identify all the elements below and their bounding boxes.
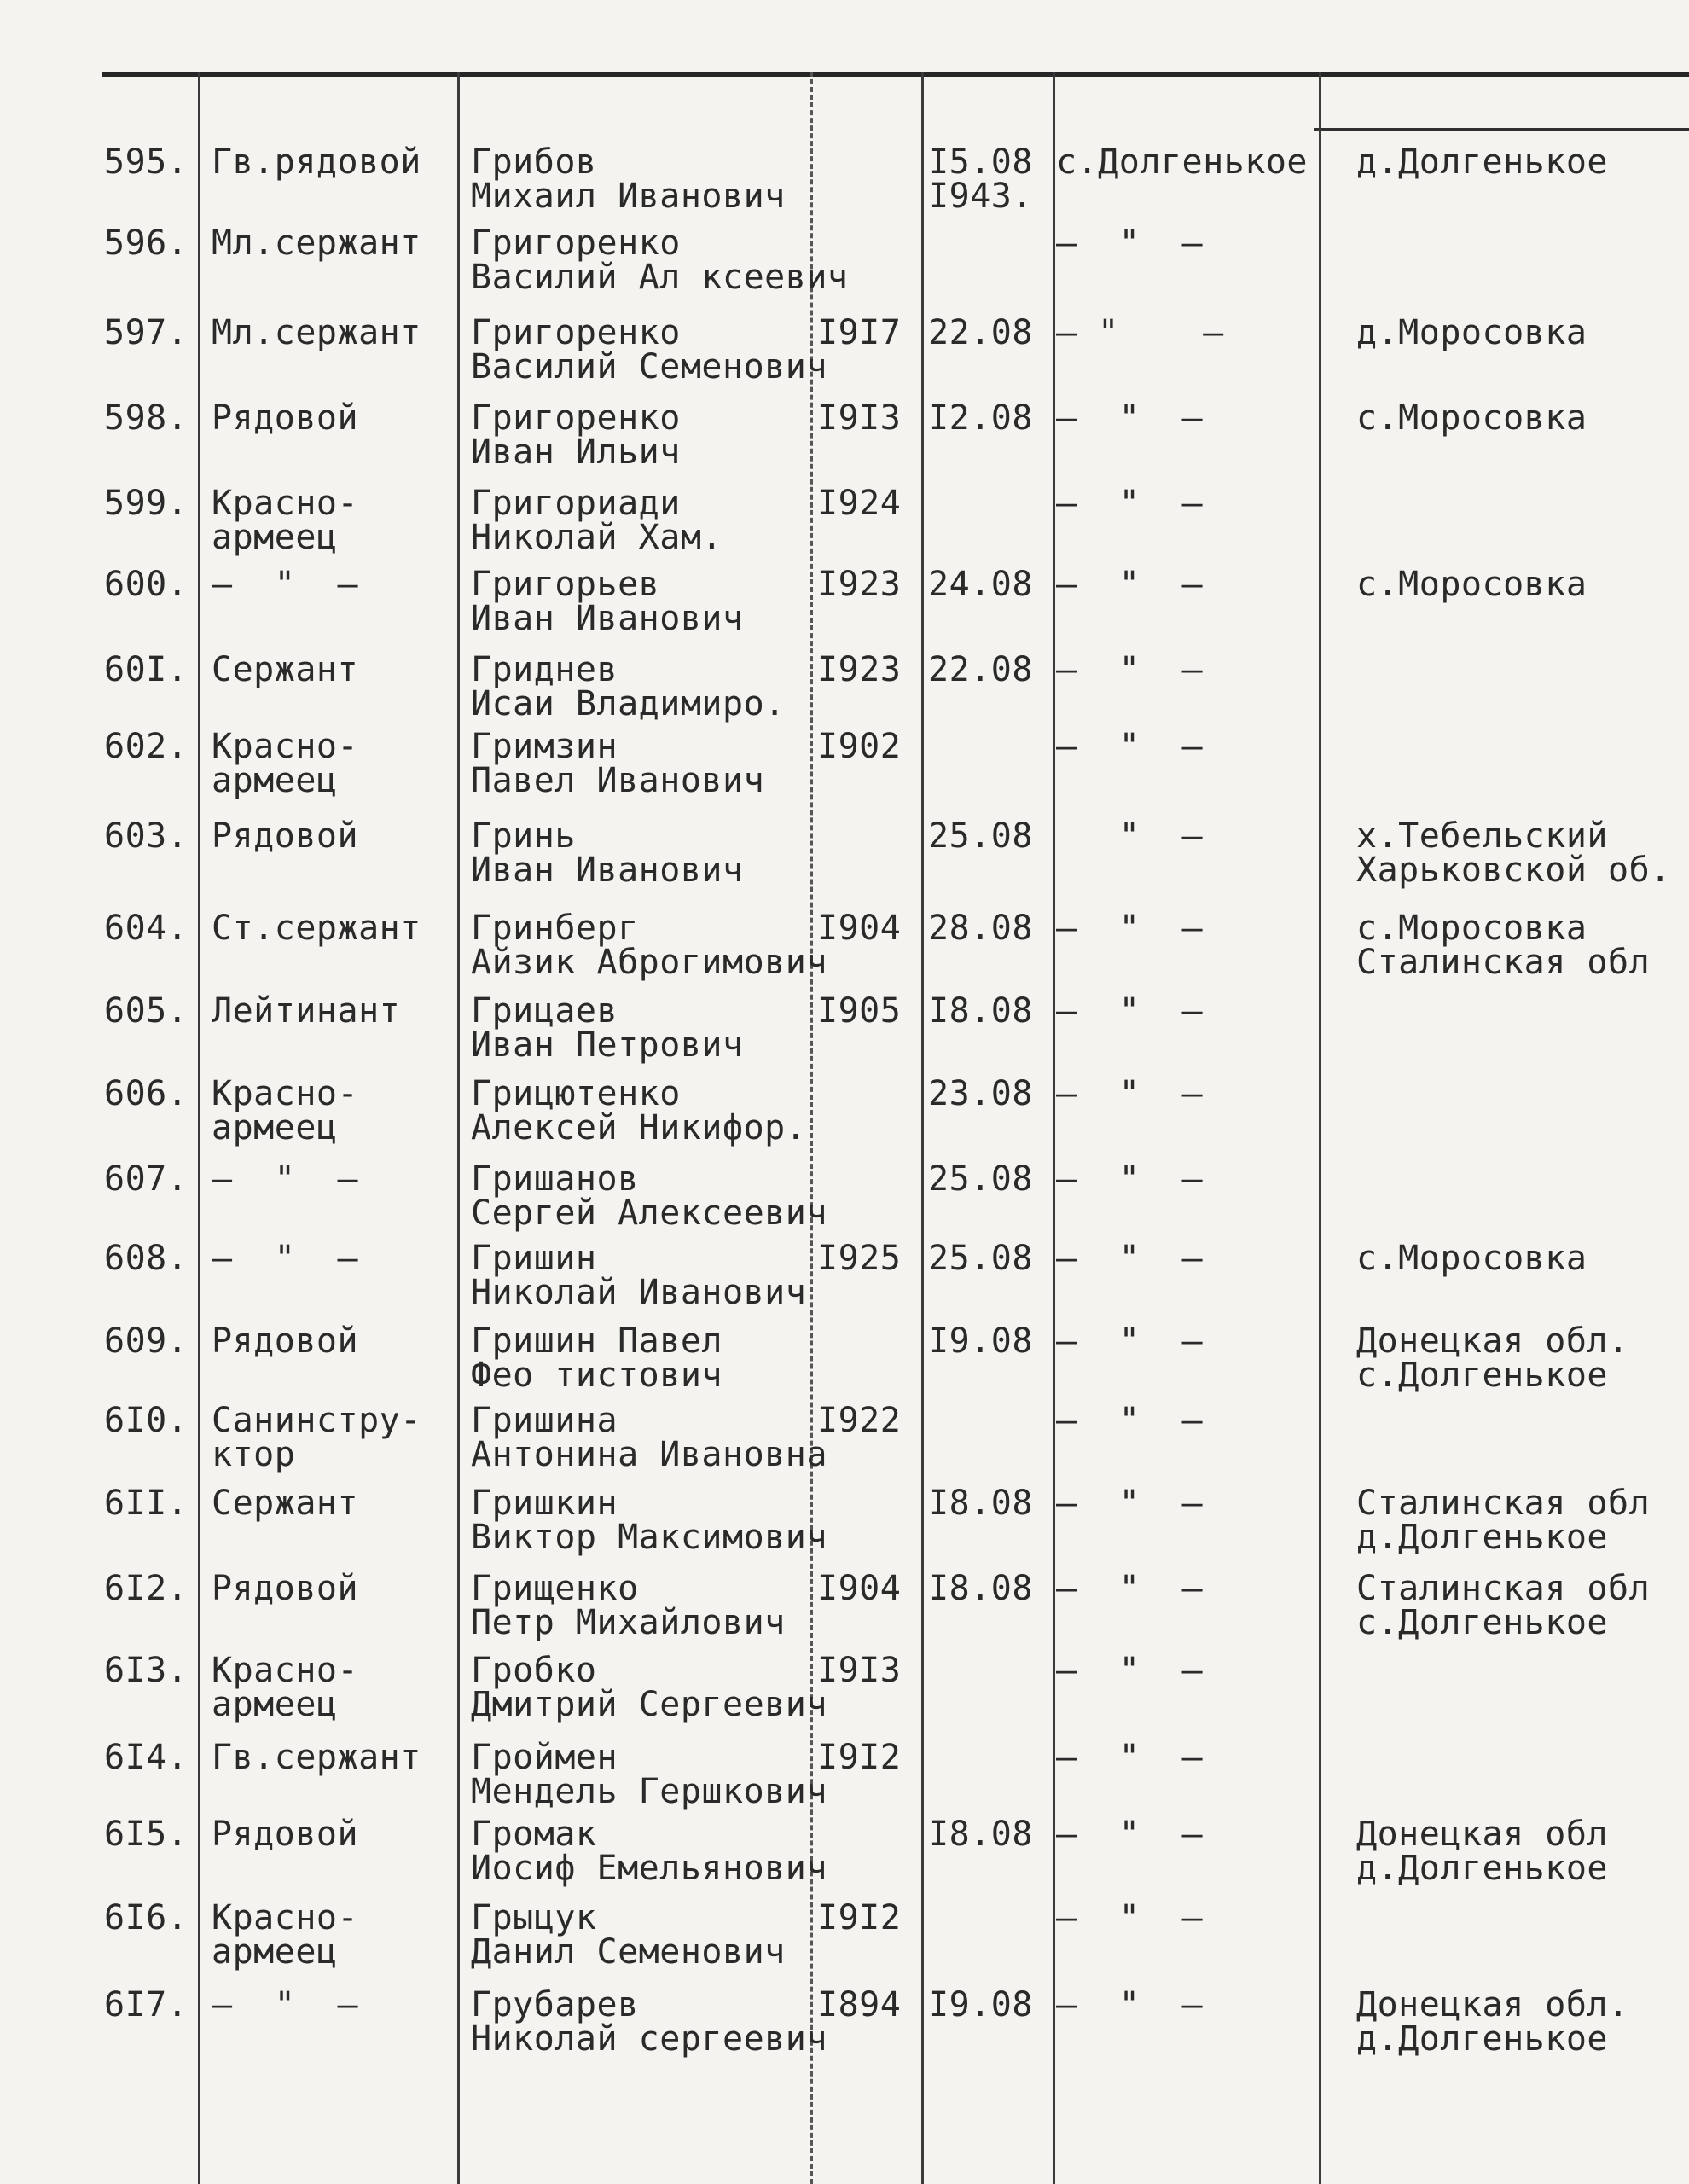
place-cell: – " – [1056, 1815, 1204, 1854]
name-cell-line: Григориади [471, 484, 681, 523]
name-cell-line: Петр Михайлович [471, 1603, 786, 1642]
name-cell-line: Григорьев [471, 565, 660, 604]
place-cell: – " – [1056, 1738, 1204, 1777]
table-row [0, 1241, 1689, 1320]
name-cell-line: Гришина [471, 1401, 618, 1440]
death-date-cell [928, 142, 1033, 216]
table-row [0, 1817, 1689, 1896]
rank-cell [212, 1738, 421, 1777]
place-cell: – " – [1056, 1321, 1204, 1361]
birth-year-cell: I905 [817, 991, 902, 1031]
rank-cell-line: Рядовой [212, 816, 359, 856]
row-number: 60I. [104, 650, 189, 689]
rank-cell-line: Санинстру- [212, 1401, 421, 1440]
name-cell [471, 729, 764, 798]
rank-cell-line: Гв.сержант [212, 1738, 421, 1777]
burial-place-cell-line: с.Моросовка [1356, 398, 1587, 438]
rank-cell [212, 650, 359, 689]
rank-cell-line: Красно- [212, 484, 359, 523]
rank-cell-line: ктор [212, 1435, 296, 1474]
death-date-cell-line: 24.08 [928, 565, 1033, 604]
rank-cell-line: Красно- [212, 1074, 359, 1113]
table-row [0, 1486, 1689, 1565]
name-cell [471, 909, 827, 982]
birth-year-cell: I9I7 [817, 313, 902, 352]
death-date-cell-line: 22.08 [928, 313, 1033, 352]
name-cell [471, 142, 786, 216]
name-cell-line: Грицаев [471, 991, 618, 1031]
birth-year-cell: I923 [817, 565, 902, 604]
name-cell-line: Григоренко [471, 313, 681, 352]
place-cell: – " – [1056, 1484, 1204, 1523]
name-cell-line: Григоренко [471, 224, 681, 263]
row-number: 6I6. [104, 1898, 189, 1937]
name-cell [471, 224, 849, 297]
name-cell-line: Гришанов [471, 1159, 639, 1199]
rank-cell-line: армеец [212, 1932, 338, 1972]
name-cell-line: Алексей Никифор. [471, 1108, 807, 1147]
place-cell: – " – [1056, 565, 1204, 604]
rank-cell-line: Рядовой [212, 1321, 359, 1361]
death-date-cell-line: I8.08 [928, 991, 1033, 1031]
place-cell: – " – [1056, 1651, 1204, 1690]
name-cell-line: Иван Петрович [471, 1025, 744, 1065]
rank-cell [212, 224, 421, 263]
place-cell: – " – [1056, 1569, 1204, 1608]
birth-year-cell: I922 [817, 1401, 902, 1440]
rank-cell-line: Красно- [212, 1898, 359, 1937]
table-row [0, 1403, 1689, 1482]
rank-cell [212, 313, 421, 352]
place-cell: – " – [1056, 484, 1204, 523]
rank-cell-line: Гв.рядовой [212, 142, 421, 182]
row-number: 603. [104, 816, 189, 856]
name-cell-line: Антонина Ивановна [471, 1435, 827, 1474]
name-cell-line: Громак [471, 1815, 597, 1854]
death-date-cell-line: I8.08 [928, 1815, 1033, 1854]
place-cell: – " – [1056, 650, 1204, 689]
death-date-cell [928, 1571, 1033, 1606]
burial-place-cell-line: Донецкая обл. [1356, 1321, 1629, 1361]
table-row [0, 1074, 1689, 1155]
table-row [0, 1740, 1689, 1819]
rank-cell-line: – " – [212, 1159, 359, 1199]
burial-place-cell-line: д.Долгенькое [1356, 142, 1608, 182]
burial-place-cell [1356, 1484, 1651, 1557]
rank-cell [212, 142, 421, 182]
name-cell-line: Гринберг [471, 909, 639, 948]
death-date-cell [928, 1815, 1033, 1854]
name-cell-line: Гришин [471, 1239, 597, 1278]
table-row [0, 486, 1689, 565]
death-date-cell [928, 1074, 1033, 1113]
name-cell-line: Иосиф Емельянович [471, 1849, 827, 1888]
name-cell-line: Виктор Максимович [471, 1518, 827, 1557]
burial-place-cell [1356, 1239, 1587, 1278]
table-row [0, 398, 1689, 479]
rank-cell-line: Рядовой [212, 1815, 359, 1854]
header-rule [102, 72, 1689, 77]
rank-cell [212, 565, 359, 604]
death-date-cell [928, 565, 1033, 604]
rank-cell [212, 1321, 359, 1361]
name-cell [471, 1159, 827, 1233]
row-number: 609. [104, 1321, 189, 1361]
burial-place-cell-line: с.Долгенькое [1356, 1356, 1608, 1395]
burial-place-cell-line: Донецкая обл. [1356, 1985, 1629, 2024]
death-date-cell-line: 22.08 [928, 650, 1033, 689]
name-cell-line: Василий Семенович [471, 347, 827, 386]
row-number: 600. [104, 565, 189, 604]
rank-cell-line: армеец [212, 1685, 338, 1724]
birth-year-cell: I924 [817, 484, 902, 523]
death-date-cell [928, 313, 1033, 352]
name-cell-line: Гримзин [471, 727, 618, 766]
place-cell: – " – [1056, 1985, 1204, 2024]
name-cell [471, 1241, 806, 1310]
name-cell-line: Гринь [471, 816, 576, 856]
rank-cell [212, 816, 359, 856]
table-row [0, 226, 1689, 305]
table-row [0, 1898, 1689, 1979]
burial-place-cell-line: с.Моросовка [1356, 565, 1587, 604]
table-row [0, 911, 1689, 990]
row-number: 595. [104, 142, 189, 182]
burial-place-cell-line: д.Долгенькое [1356, 2019, 1608, 2059]
table-row [0, 729, 1689, 808]
name-cell-line: Гробко [471, 1651, 597, 1690]
name-cell [471, 1074, 807, 1147]
name-cell-line: Иван Иванович [471, 599, 744, 638]
birth-year-cell: I9I2 [817, 1738, 902, 1777]
burial-place-cell [1356, 1815, 1608, 1888]
name-cell [471, 1985, 827, 2059]
rank-cell [212, 729, 358, 798]
name-cell-line: Грыцук [471, 1898, 597, 1937]
burial-place-cell-line: д.Долгенькое [1356, 1849, 1608, 1888]
death-date-cell-line: I943. [928, 177, 1033, 216]
rank-cell [212, 1653, 358, 1722]
rank-cell-line: армеец [212, 1108, 338, 1147]
table-row [0, 1653, 1689, 1732]
rank-cell-line: – " – [212, 1239, 359, 1278]
table-row [0, 567, 1689, 646]
rank-cell [212, 1403, 421, 1472]
rank-cell [212, 1239, 359, 1278]
death-date-cell-line: I9.08 [928, 1985, 1033, 2024]
name-cell-line: Грубарев [471, 1985, 639, 2024]
row-number: 608. [104, 1239, 189, 1278]
death-date-cell [928, 909, 1033, 948]
name-cell [471, 650, 786, 723]
row-number: 6I0. [104, 1401, 189, 1440]
death-date-cell-line: 23.08 [928, 1074, 1033, 1113]
table-row [0, 816, 1689, 897]
name-cell [471, 1403, 827, 1472]
name-cell [471, 816, 744, 890]
name-cell [471, 567, 744, 636]
place-cell: – " – [1056, 1239, 1204, 1278]
name-cell-line: Мендель Гершкович [471, 1772, 827, 1811]
rank-cell-line: армеец [212, 518, 338, 557]
place-cell: – " – [1056, 727, 1204, 766]
death-date-cell-line: 25.08 [928, 1159, 1033, 1199]
table-row [0, 1571, 1689, 1650]
row-number: 6I4. [104, 1738, 189, 1777]
name-cell [471, 1321, 723, 1395]
death-date-cell-line: I8.08 [928, 1484, 1033, 1523]
name-cell-line: Павел Иванович [471, 761, 765, 800]
name-cell-line: Василий Ал ксеевич [471, 258, 849, 297]
rank-cell-line: Мл.сержант [212, 224, 421, 263]
death-date-cell [928, 398, 1033, 438]
row-number: 604. [104, 909, 189, 948]
place-cell: – " – [1056, 224, 1204, 263]
header-rule-right [1314, 128, 1689, 131]
name-cell [471, 1484, 827, 1557]
name-cell-line: Николай сергеевич [471, 2019, 827, 2059]
burial-place-cell [1356, 1321, 1629, 1395]
rank-cell-line: Рядовой [212, 1569, 359, 1608]
name-cell-line: Иван Иванович [471, 851, 744, 890]
name-cell-line: Грицютенко [471, 1074, 681, 1113]
burial-place-cell [1356, 398, 1587, 438]
death-date-cell [928, 1484, 1033, 1523]
name-cell [471, 1740, 827, 1809]
birth-year-cell: I923 [817, 650, 902, 689]
burial-place-cell [1356, 313, 1587, 352]
row-number: 599. [104, 484, 189, 523]
name-cell-line: Дмитрий Сергеевич [471, 1685, 827, 1724]
death-date-cell-line: 25.08 [928, 816, 1033, 856]
name-cell-line: Грищенко [471, 1569, 639, 1608]
death-date-cell-line: I8.08 [928, 1569, 1033, 1608]
burial-place-cell-line: Харьковской об. [1356, 851, 1671, 890]
name-cell [471, 1571, 786, 1640]
row-number: 607. [104, 1159, 189, 1199]
place-cell: – " – [1056, 1074, 1204, 1113]
table-row [0, 142, 1689, 224]
name-cell-line: Фео тистович [471, 1356, 723, 1395]
death-date-cell-line: I2.08 [928, 398, 1033, 438]
burial-place-cell [1356, 142, 1608, 182]
rank-cell [212, 1571, 358, 1606]
burial-place-cell-line: с.Долгенькое [1356, 1603, 1608, 1642]
death-date-cell-line: 28.08 [928, 909, 1033, 948]
name-cell-line: Григоренко [471, 398, 681, 438]
rank-cell [212, 486, 358, 555]
rank-cell [212, 1159, 359, 1199]
place-cell: – " – [1056, 313, 1224, 352]
name-cell-line: Гришин Павел [471, 1321, 723, 1361]
rank-cell-line: Красно- [212, 727, 359, 766]
burial-place-cell-line: Донецкая обл [1356, 1815, 1608, 1854]
name-cell-line: Сергей Алексеевич [471, 1194, 827, 1233]
death-date-cell-line: I9.08 [928, 1321, 1033, 1361]
table-row [0, 650, 1689, 731]
name-cell-line: Данил Семенович [471, 1932, 786, 1972]
burial-place-cell [1356, 816, 1671, 890]
name-cell-line: Гриднев [471, 650, 618, 689]
name-cell [471, 486, 723, 555]
death-date-cell-line: 25.08 [928, 1239, 1033, 1278]
name-cell [471, 1815, 827, 1888]
place-cell: – " – [1056, 1159, 1204, 1199]
burial-place-cell [1356, 909, 1651, 982]
burial-place-cell-line: д.Долгенькое [1356, 1518, 1608, 1557]
birth-year-cell: I9I3 [817, 398, 902, 438]
table-row [0, 313, 1689, 394]
name-cell-line: Иван Ильич [471, 433, 681, 472]
death-date-cell-line: I5.08 [928, 142, 1033, 182]
rank-cell-line: Красно- [212, 1651, 359, 1690]
place-cell: – " – [1056, 991, 1204, 1031]
row-number: 6II. [104, 1484, 189, 1523]
name-cell [471, 398, 681, 472]
death-date-cell [928, 1985, 1033, 2024]
burial-place-cell-line: д.Моросовка [1356, 313, 1587, 352]
place-cell: – " – [1056, 398, 1204, 438]
burial-place-cell [1356, 565, 1587, 604]
row-number: 602. [104, 727, 189, 766]
table-row [0, 1985, 1689, 2066]
rank-cell [212, 991, 401, 1031]
rank-cell-line: Лейтинант [212, 991, 401, 1031]
birth-year-cell: I894 [817, 1985, 902, 2024]
rank-cell-line: – " – [212, 1985, 359, 2024]
row-number: 6I3. [104, 1651, 189, 1690]
rank-cell-line: Сержант [212, 1484, 359, 1523]
place-cell: – " – [1056, 1401, 1204, 1440]
birth-year-cell: I9I3 [817, 1651, 902, 1690]
birth-year-cell: I902 [817, 727, 902, 766]
rank-cell [212, 1985, 359, 2024]
burial-place-cell-line: Сталинская обл [1356, 1484, 1651, 1523]
burial-place-cell-line: с.Моросовка [1356, 1239, 1587, 1278]
rank-cell-line: Сержант [212, 650, 359, 689]
name-cell-line: Гришкин [471, 1484, 618, 1523]
row-number: 597. [104, 313, 189, 352]
death-date-cell [928, 1159, 1033, 1199]
burial-place-cell-line: х.Тебельский [1356, 816, 1608, 856]
name-cell-line: Грибов [471, 142, 597, 182]
burial-place-cell-line: Сталинская обл [1356, 943, 1651, 982]
rank-cell-line: Рядовой [212, 398, 359, 438]
name-cell-line: Айзик Аброгимович [471, 943, 827, 982]
row-number: 598. [104, 398, 189, 438]
death-date-cell [928, 991, 1033, 1031]
name-cell-line: Николай Хам. [471, 518, 723, 557]
place-cell: – " – [1056, 909, 1204, 948]
row-number: 606. [104, 1074, 189, 1113]
name-cell-line: Гроймен [471, 1738, 618, 1777]
burial-place-cell-line: с.Моросовка [1356, 909, 1587, 948]
death-date-cell [928, 1321, 1033, 1361]
burial-place-cell [1356, 1571, 1650, 1640]
burial-place-cell [1356, 1985, 1629, 2059]
place-cell: – " – [1056, 1898, 1204, 1937]
rank-cell-line: Ст.сержант [212, 909, 421, 948]
burial-place-cell-line: Сталинская обл [1356, 1569, 1651, 1608]
rank-cell [212, 1898, 359, 1972]
row-number: 605. [104, 991, 189, 1031]
table-row [0, 991, 1689, 1072]
table-row [0, 1159, 1689, 1240]
rank-cell [212, 398, 359, 438]
name-cell [471, 1898, 786, 1972]
name-cell-line: Михаил Иванович [471, 177, 786, 216]
birth-year-cell: I904 [817, 1569, 902, 1608]
place-cell: с.Долгенькое [1056, 142, 1308, 182]
death-date-cell [928, 650, 1033, 689]
name-cell-line: Исаи Владимиро. [471, 684, 786, 723]
birth-year-cell: I925 [817, 1239, 902, 1278]
name-cell-line: Николай Иванович [471, 1273, 807, 1312]
place-cell: " – [1056, 816, 1204, 856]
birth-year-cell: I904 [817, 909, 902, 948]
rank-cell-line: армеец [212, 761, 338, 800]
rank-cell [212, 1484, 359, 1523]
name-cell [471, 991, 744, 1065]
rank-cell [212, 909, 421, 948]
table-row [0, 1321, 1689, 1403]
row-number: 6I5. [104, 1815, 189, 1854]
name-cell [471, 313, 827, 386]
rank-cell-line: Мл.сержант [212, 313, 421, 352]
row-number: 6I7. [104, 1985, 189, 2024]
birth-year-cell: I9I2 [817, 1898, 902, 1937]
death-date-cell [928, 1239, 1033, 1278]
row-number: 596. [104, 224, 189, 263]
rank-cell [212, 1074, 359, 1147]
name-cell [471, 1653, 827, 1722]
death-date-cell [928, 816, 1033, 856]
row-number: 6I2. [104, 1569, 189, 1608]
rank-cell [212, 1815, 359, 1854]
rank-cell-line: – " – [212, 565, 359, 604]
